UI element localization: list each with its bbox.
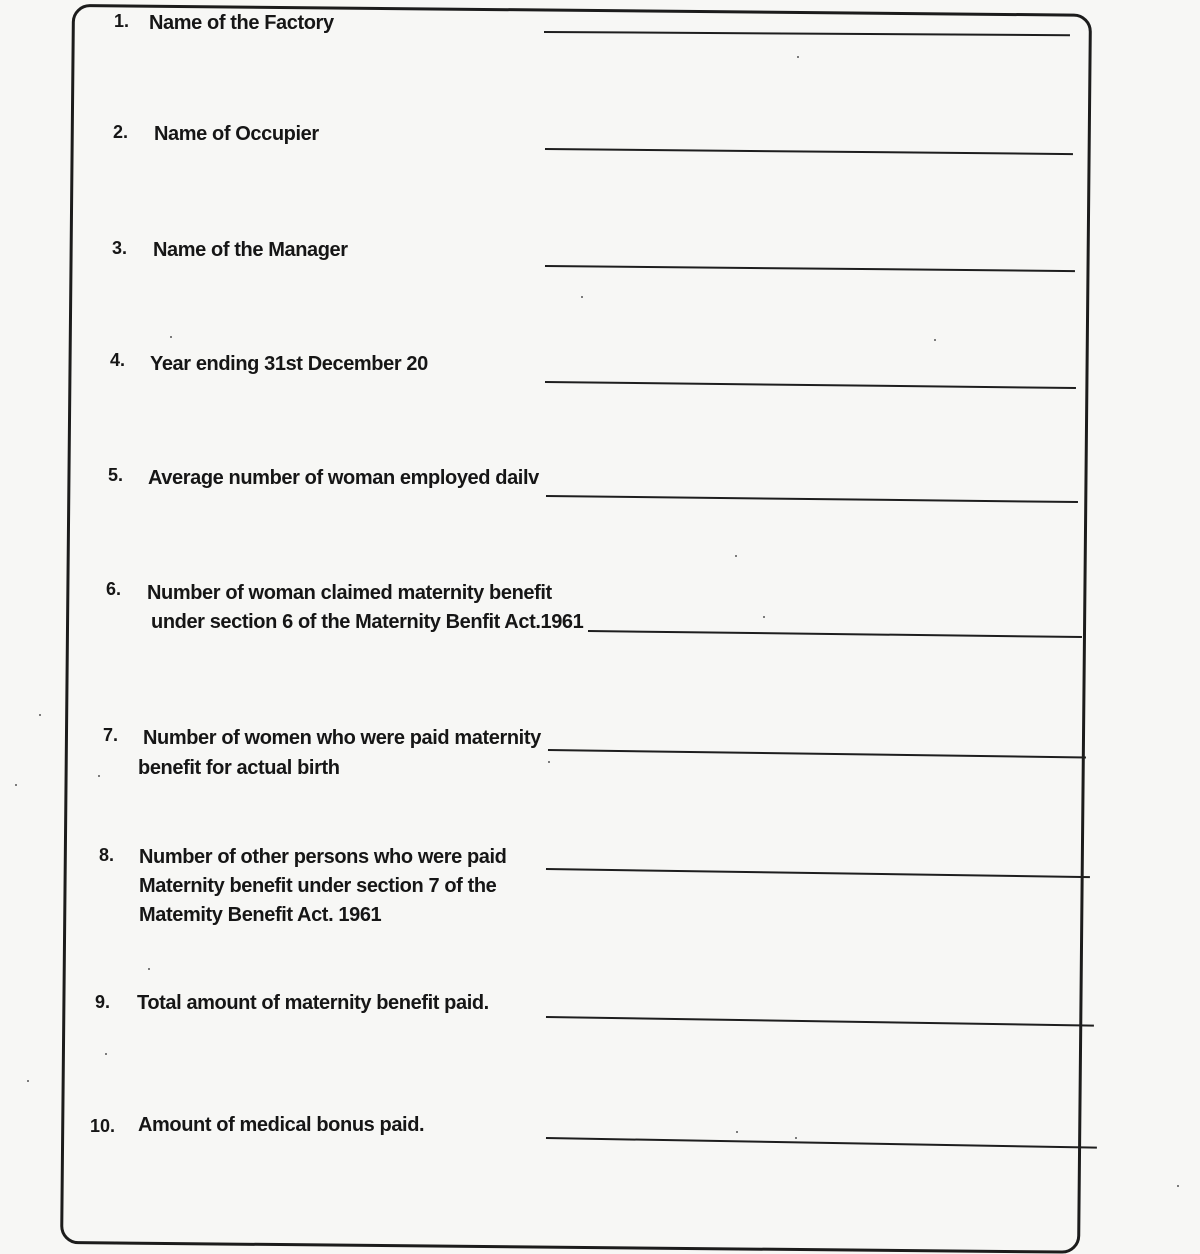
scan-speck [27, 1080, 29, 1082]
item-number: 8. [99, 845, 115, 865]
field-label-other-persons-paid: Number of other persons who were paid Maternity benefit under section 7 of the Matemity Benefit Act. 1961 [139, 846, 507, 926]
scan-speck [148, 968, 150, 970]
field-label-year-ending: Year ending 31st December 20 [150, 353, 428, 375]
item-number: 5. [108, 465, 124, 485]
field-label-avg-women-employed: Average number of woman employed dailv [148, 467, 539, 489]
scan-speck [15, 784, 17, 786]
scan-speck [105, 1053, 107, 1055]
scan-speck [795, 1137, 797, 1139]
scan-speck [98, 775, 100, 777]
field-label-occupier-name: Name of Occupier [154, 123, 319, 145]
scan-speck [581, 296, 583, 298]
item-number: 10. [90, 1116, 116, 1136]
scan-speck [170, 336, 172, 338]
item-number: 9. [95, 992, 111, 1012]
item-number: 4. [110, 350, 126, 370]
field-label-manager-name: Name of the Manager [153, 239, 348, 261]
scan-speck [735, 555, 737, 557]
scan-speck [548, 761, 550, 763]
scan-speck [736, 1131, 738, 1133]
field-label-women-paid-actual-birth: Number of women who were paid maternity benefit for actual birth [138, 727, 541, 779]
item-number: 3. [112, 238, 128, 258]
field-label-total-benefit-paid: Total amount of maternity benefit paid. [137, 992, 489, 1014]
item-number: 7. [103, 725, 119, 745]
item-number: 2. [113, 122, 129, 142]
scan-speck [763, 616, 765, 618]
field-label-factory-name: Name of the Factory [149, 12, 334, 34]
scan-speck [797, 56, 799, 58]
field-label-medical-bonus-paid: Amount of medical bonus paid. [138, 1114, 425, 1136]
scan-speck [934, 339, 936, 341]
scan-speck [1177, 1185, 1179, 1187]
scan-speck [39, 714, 41, 716]
item-number: 1. [114, 11, 130, 31]
field-label-women-claimed-benefit: Number of woman claimed maternity benefit under section 6 of the Maternity Benfit Act.1961 [147, 582, 584, 633]
item-number: 6. [106, 579, 122, 599]
